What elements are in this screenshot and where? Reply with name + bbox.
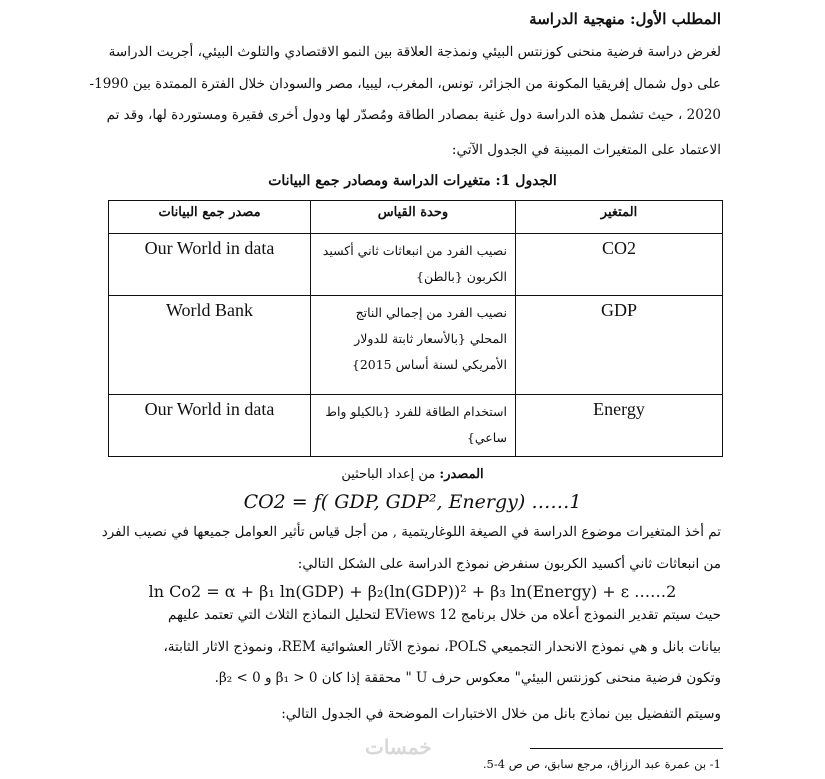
- cell-variable: GDP: [516, 296, 723, 395]
- source-label: المصدر:: [439, 467, 484, 482]
- table-caption: الجدول 1: متغيرات الدراسة ومصادر جمع البيانات: [268, 173, 557, 189]
- header-variable: المتغير: [516, 201, 723, 234]
- header-unit: وحدة القياس: [311, 201, 516, 234]
- variables-table: [108, 200, 723, 457]
- source-text: من إعداد الباحثين: [341, 467, 440, 482]
- cell-source: Our World in data: [109, 395, 311, 457]
- table-row: [109, 296, 723, 395]
- paragraph-line-6: من انبعاثات ثاني أكسيد الكربون سنفرض نموذج الدراسة على الشكل التالي:: [297, 556, 721, 572]
- table-header-row: [109, 201, 723, 234]
- paragraph-line-1: لغرض دراسة فرضية منحنى كوزنتس البيئي ونمذجة العلاقة بين النمو الاقتصادي والتلوث البيئي، أجريت الدراسة: [108, 44, 721, 60]
- paragraph-line-10: وسيتم التفضيل بين نماذج بانل من خلال الاختبارات الموضحة في الجدول التالي:: [281, 706, 721, 722]
- cell-source: Our World in data: [109, 234, 311, 296]
- cell-variable: CO2: [516, 234, 723, 296]
- equation-1: CO2 = f( GDP, GDP², Energy) ……1: [243, 491, 582, 513]
- cell-unit: نصيب الفرد من إجمالي الناتج المحلي {بالأسعار ثابتة للدولار الأمريكي لسنة أساس 2015}: [311, 296, 516, 395]
- table-source-note: [104, 467, 721, 482]
- watermark-logo: خمسات: [365, 735, 432, 759]
- paragraph-line-7: حيث سيتم تقدير النموذج أعلاه من خلال برنامج EViews 12 لتحليل النماذج الثلاث التي تعتمد عليهم: [167, 607, 721, 623]
- cell-unit: استخدام الطاقة للفرد {بالكيلو واط ساعي}: [311, 395, 516, 457]
- table-row: [109, 234, 723, 296]
- footnote: 1- بن عمرة عبد الرزاق، مرجع سابق، ص ص 4-5.: [482, 757, 721, 771]
- cell-unit: نصيب الفرد من انبعاثات ثاني أكسيد الكربون {بالطن}: [311, 234, 516, 296]
- table-row: [109, 395, 723, 457]
- paragraph-line-4: الاعتماد على المتغيرات المبينة في الجدول الآتي:: [451, 142, 721, 158]
- paragraph-line-2: على دول شمال إفريقيا المكونة من الجزائر، تونس، المغرب، ليبيا، مصر والسودان خلال الفترة الممتدة بين 1990-: [89, 76, 721, 92]
- section-heading: المطلب الأول: منهجية الدراسة: [529, 10, 721, 28]
- paragraph-line-8: بيانات بانل و هي نموذج الانحدار التجميعي POLS، نموذج الآثار العشوائية REM، ونموذج الاثار الثابتة،: [163, 639, 721, 655]
- cell-variable: Energy: [516, 395, 723, 457]
- cell-source: World Bank: [109, 296, 311, 395]
- paragraph-line-5: تم أخذ المتغيرات موضوع الدراسة في الصيغة اللوغاريتمية , من أجل قياس تأثير العوامل جميعها في نصيب الفرد: [101, 524, 721, 540]
- header-source: مصدر جمع البيانات: [109, 201, 311, 234]
- footnote-divider: [530, 748, 723, 749]
- paragraph-line-9: وتكون فرضية منحنى كوزنتس البيئي" معكوس حرف U " محققة إذا كان 0 < β₁ و 0 > β₂.: [214, 670, 721, 686]
- equation-2: ln Co2 = α + β₁ ln(GDP) + β₂(ln(GDP))² + β₃ ln(Energy) + ε ……2: [148, 582, 677, 601]
- paragraph-line-3: 2020 ، حيث تشمل هذه الدراسة دول غنية بمصادر الطاقة ومُصدّر لها ودول أخرى فقيرة ومستوردة لها، وقد تم: [106, 107, 721, 123]
